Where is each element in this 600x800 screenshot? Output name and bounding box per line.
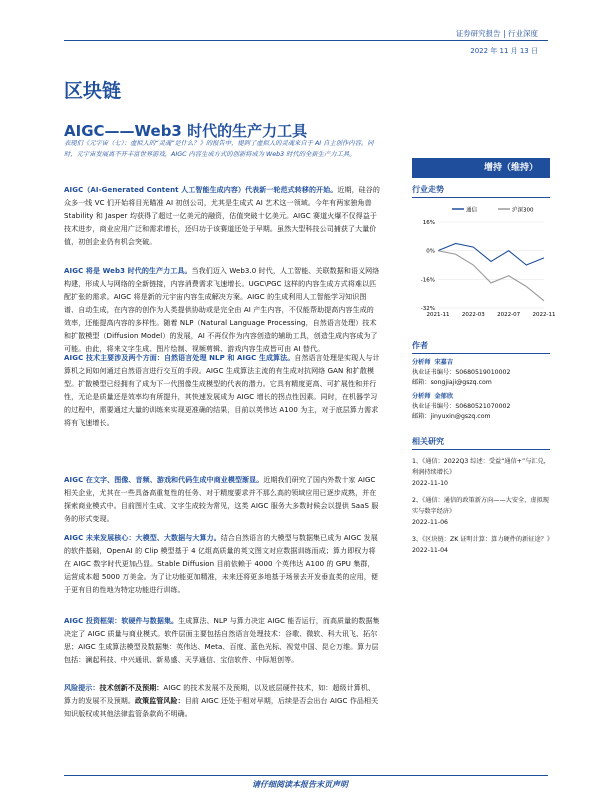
related-divider: [412, 449, 550, 450]
author-2: 分析师 金郁欣 执业证书编号：S0680521070002 邮箱：jinyuxin@gszq.com: [412, 393, 511, 420]
x-tick-label: 2021-11: [426, 312, 450, 318]
chart-legend: [452, 206, 534, 214]
y-tick-label: 0%: [426, 248, 435, 255]
related-date: 2022-11-04: [412, 547, 448, 554]
related-item[interactable]: 1、《通信：2022Q3 综述：受益“通信+”与汇兑，利润持续增长》 2022-11-10: [412, 456, 552, 489]
series-line-hs300: [438, 251, 544, 301]
author-role: 分析师: [412, 393, 431, 400]
author-email[interactable]: jinyuxin@gszq.com: [430, 413, 491, 420]
related-date: 2022-11-06: [412, 519, 448, 526]
report-type: 证券研究报告: [455, 29, 501, 38]
risk-lead-2: 政策监管风险：: [135, 697, 185, 705]
legend-label-hs300: 沪深300: [512, 207, 534, 214]
trend-title: 行业走势: [412, 185, 444, 194]
report-subtype: 行业深度: [508, 29, 538, 38]
section-lead: AIGC 技术主要涉及两个方面：自然语言处理 NLP 和 AIGC 生成算法。: [64, 354, 295, 362]
x-tick-label: 2022-03: [461, 312, 485, 318]
authors-divider: [412, 353, 550, 354]
author-name: 金郁欣: [434, 393, 454, 400]
section-6: [64, 615, 380, 667]
related-item[interactable]: 3、《区块链：ZK 证明计算：算力硬件的新征途？》 2022-11-04: [412, 536, 554, 554]
cert-number: S0680521070002: [455, 403, 511, 410]
cert-number: S0680519010002: [455, 369, 511, 376]
header-tags: 证券研究报告 | 行业深度: [455, 29, 538, 38]
risk-lead-1: 技术创新不及预期：: [99, 684, 164, 692]
summary: 表现们《元宇宙（七）：虚拟人的“灵魂”是什么？》的报告中，提到了虚拟人的灵魂来自于 AI 自主创作内容。同时，元宇宙发展离不开丰富世界游戏，AIGC 内容生成方式的创新将成为 Web3 时代的全新生产力工具。: [64, 140, 374, 158]
section-lead: AIGC 投资框架：软硬件与数据集。: [64, 617, 179, 625]
section-body: 近期我们研究了国内外数十家 AIGC 相关企业，尤其在一些具备高重复性的任务、对于精度要求并不那么高的领域应用已逐步成熟，并在探索商业模式中。目前图片生成、文字生成较为常见，这类 AIGC 服务大多数时候会以提供 SaaS 服务的形式变现。: [64, 476, 379, 523]
rating-badge: 增持（维持）: [412, 158, 550, 178]
footer-note: 请仔细阅读本报告末页声明: [252, 780, 348, 789]
y-tick-label: -16%: [420, 277, 435, 284]
section-body: 当我们迈入 Web3.0 时代，人工智能、关联数据和语义网络构建，形成人与网络的全新链接，内容消费需求飞速增长。UGC\PGC 这样的内容生成方式将难以匹配扩张的需求。AIGC 将是新的元宇宙内容生成解决方案。AIGC 的生成利用人工智能学习知识图谱、自动生成，在内容的创作为人类提供协助或是完全由 AI 产生内容，不仅能帮助提高内容生成的效率，还能提高内容的多样性。随着 NLP（Natural Language Processing，自然语言处理）技术和扩散模型（Diffusion Model）的发展，AI 不再仅作为内容创造的辅助工具，创造生成内容成为了可能。由此，将来文字生成、图片绘制、视频剪辑、游戏内容生成皆可由 AI 替代。: [64, 267, 380, 353]
author-name: 宋嘉吉: [434, 359, 454, 366]
trend-chart: [412, 200, 556, 320]
risk-warning: [64, 682, 380, 721]
section-body: 结合自然语言的大模型与数据集已成为 AIGC 发展的软件基础，OpenAI 的 Clip 模型基于 4 亿组高质量的英文图文对应数据训练而成；算力即权力将在 AIGC 数字时代更加凸显。Stable Diffusion 目前依赖于 4000 个英伟达 A100 的 GPU 集群，运营成本超 5000 万美金。为了让功能更加精准，未来还将更多地基于场景去开发垂直类的应用，便于更有目的性地为特定功能进行训练。: [64, 534, 378, 594]
x-tick-label: 2022-07: [497, 312, 521, 318]
y-tick-label: -32%: [420, 306, 435, 312]
x-tick-label: 2022-11: [532, 312, 556, 318]
section-lead: AIGC 在文字、图像、音频、游戏和代码生成中商业模型渐显。: [64, 476, 264, 484]
section-body: 近期，硅谷的众多一线 VC 们开始将目光瞄准 AI 初创公司，尤其是生成式 AI 艺术这一领域。今年有两家独角兽 Stability 和 Jasper 均获得了超过一亿美元的融资，估值突破十亿美元。AIGC 赛道火爆不仅得益于技术进步，商业应用广泛和需求增长，还归功于该赛道还处于早期。虽然大型科技公司捕获了大量价值，初创企业仍有机会突破。: [64, 186, 380, 246]
legend-label-tongxin: 通信: [466, 207, 478, 214]
author-email[interactable]: songjiaji@gszq.com: [430, 379, 492, 386]
trend-divider: [412, 197, 550, 198]
section-lead: AIGC 将是 Web3 时代的生产力工具。: [64, 267, 192, 275]
section-4: [64, 474, 380, 526]
y-tick-label: 16%: [422, 220, 435, 226]
related-title: 相关研究: [412, 437, 444, 446]
section-body: 生成算法、NLP 与算力决定 AIGC 能否运行，而高质量的数据集决定了 AIGC 质量与商业模式。软件层面主要包括自然语言处理技术：谷歌、微软、科大讯飞、拓尔思；AIGC 生成算法模型及数据集：英伟达、Meta、百度、蓝色光标、视觉中国、昆仑万维。算力层包括：澜起科技、中兴通讯、新易盛、天孚通信、宝信软件、中际旭创等。: [64, 617, 380, 664]
section-body: 自然语言处理是实现人与计算机之间如何通过自然语言进行交互的手段。AIGC 生成算法主流的有生成对抗网络 GAN 和扩散模型。扩散模型已经拥有了成为下一代图像生成模型的代表的潜力。它具有精度更高、可扩展性和并行性，无论是质量还是效率均有所提升，其快速发展成为 AIGC 增长的拐点性因素。同时，在机器学习的过程中，需要通过大量的训练来实现更准确的结果，目前以英伟达 A100 为主，对于底层算力需求将有飞速增长。: [64, 354, 380, 427]
related-item[interactable]: 2、《通信：通信的政策新方向——大安全、虚拟现实与数字经济》 2022-11-06: [412, 495, 552, 528]
section-1: [64, 184, 380, 249]
report-date: 2022 年 11 月 13 日: [470, 47, 538, 55]
section-2: [64, 265, 380, 356]
section-5: [64, 532, 380, 597]
risk-text-1: AIGC 的技术发展不及预期，以及底层硬件技术，如：超级计算机、算力的发展不及预期。: [64, 684, 375, 705]
authors-title: 作者: [412, 341, 428, 350]
report-title: AIGC——Web3 时代的生产力工具: [64, 122, 308, 140]
author-1: 分析师 宋嘉吉 执业证书编号：S0680519010002 邮箱：songjiaji@gszq.com: [412, 359, 511, 386]
header-divider: [64, 40, 548, 41]
section-lead: AIGC（AI-Generated Content 人工智能生成内容）代表新一轮范式转移的开始。: [64, 186, 338, 194]
section-3: [64, 352, 380, 430]
section-lead: AIGC 未来发展核心：大模型、大数据与大算力。: [64, 534, 221, 542]
related-date: 2022-11-10: [412, 480, 448, 487]
footer-divider: [64, 775, 548, 776]
author-role: 分析师: [412, 359, 431, 366]
risk-text-2: 目前 AIGC 还处于相对早期，后续是否会出台 AIGC 作品相关知识版权或其他法律监管条款尚不明确。: [64, 697, 379, 718]
related-list: [412, 456, 552, 556]
industry-name: 区块链: [64, 80, 122, 102]
risk-label: 风险提示：: [64, 684, 100, 692]
